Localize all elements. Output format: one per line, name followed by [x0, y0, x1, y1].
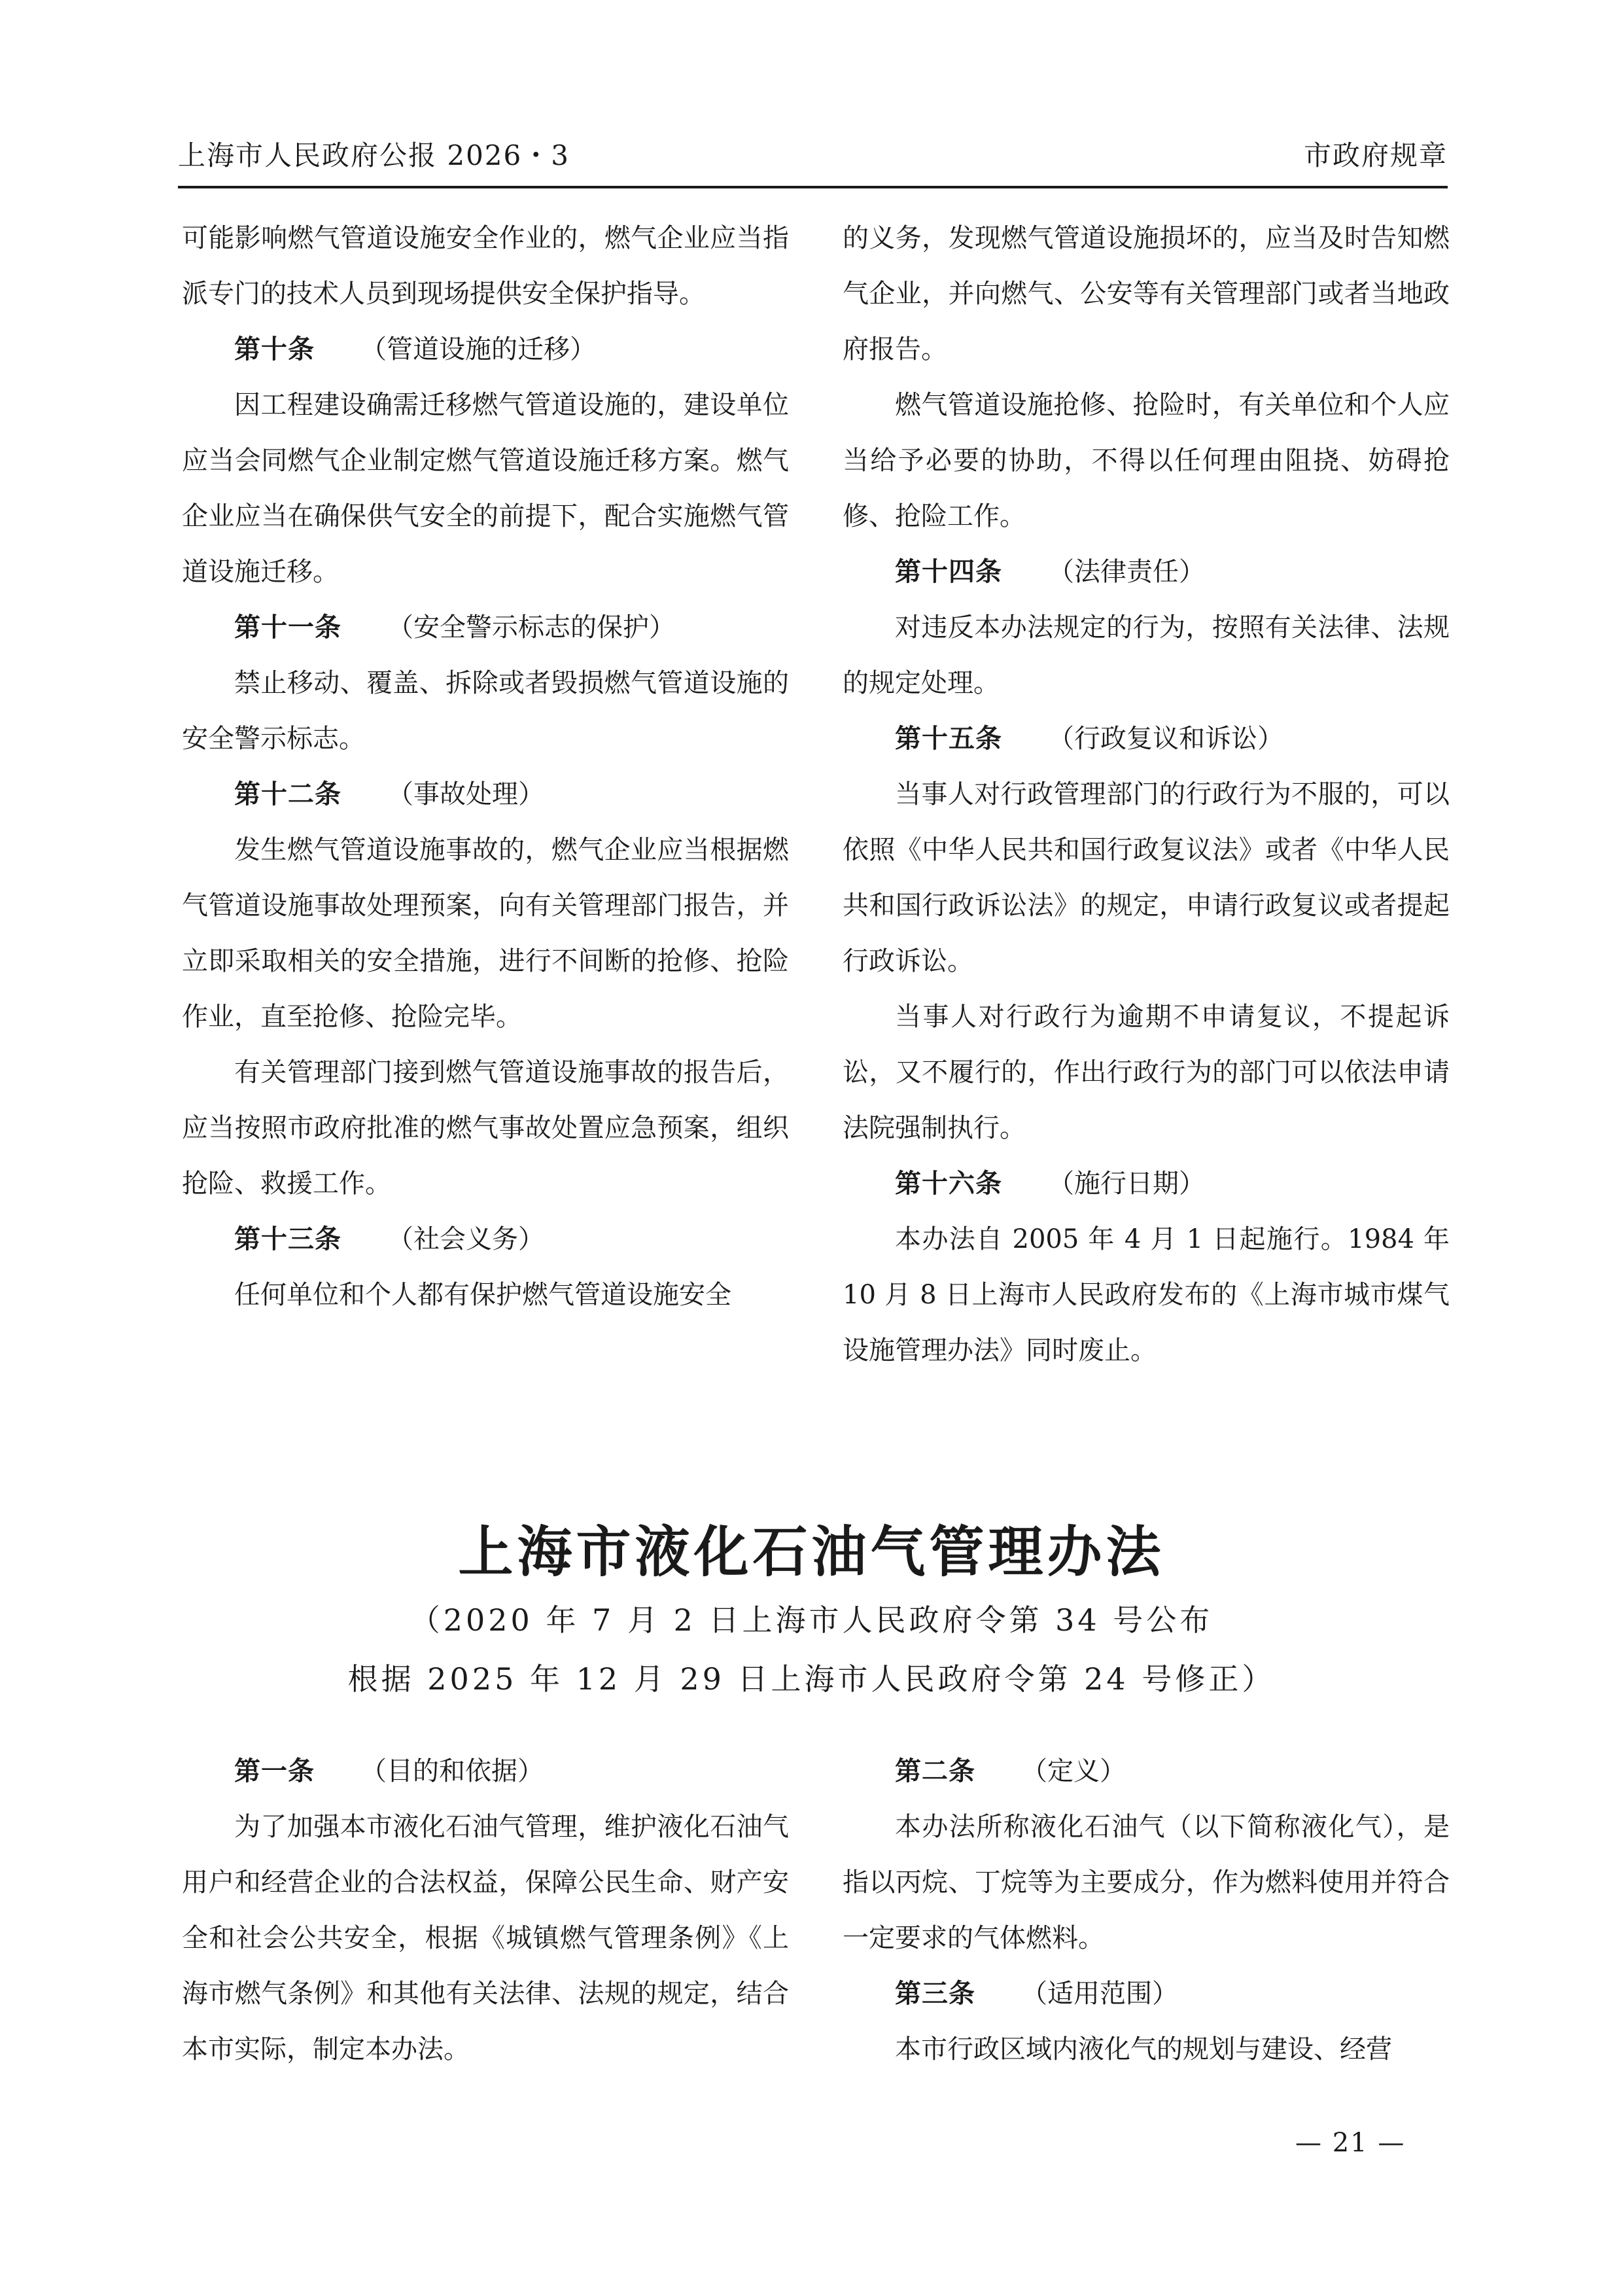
article-number: 第十三条	[234, 1224, 341, 1254]
article-heading	[843, 1744, 1450, 1799]
paragraph: 本市行政区域内液化气的规划与建设、经营	[895, 2034, 1392, 2064]
running-header	[178, 134, 1448, 186]
article-number: 第二条	[895, 1756, 975, 1786]
article-heading	[182, 322, 789, 378]
column-bottom-right	[843, 1744, 1450, 2077]
paragraph: 为了加强本市液化石油气管理，维护液化石油气用户和经营企业的合法权益，保障公民生命、财产安全和社会公共安全，根据《城镇燃气管理条例》《上海市燃气条例》和其他有关法律、法规的规定，结合本市实际，制定本办法。	[182, 1812, 789, 2064]
article-number: 第十条	[234, 334, 315, 364]
article-title: （法律责任）	[1048, 557, 1205, 587]
paragraph: 当事人对行政行为逾期不申请复议，不提起诉讼，又不履行的，作出行政行为的部门可以依法申请法院强制执行。	[843, 1002, 1450, 1143]
article-heading	[182, 1212, 789, 1267]
document-subtitle-line1: （2020 年 7 月 2 日上海市人民政府令第 34 号公布	[410, 1602, 1213, 1638]
paragraph: 本办法自 2005 年 4 月 1 日起施行。1984 年 10 月 8 日上海市人民政府发布的《上海市城市煤气设施管理办法》同时废止。	[843, 1224, 1450, 1366]
article-title: （目的和依据）	[360, 1756, 544, 1786]
article-number: 第一条	[234, 1756, 315, 1786]
page-number: — 21 —	[1295, 2128, 1406, 2158]
article-title: （行政复议和诉讼）	[1048, 724, 1283, 754]
article-title: （施行日期）	[1048, 1169, 1205, 1199]
article-number: 第十一条	[234, 612, 341, 643]
paragraph: 任何单位和个人都有保护燃气管道设施安全	[234, 1280, 731, 1310]
paragraph: 对违反本办法规定的行为，按照有关法律、法规的规定处理。	[843, 612, 1450, 698]
paragraph-continuation: 可能影响燃气管道设施安全作业的，燃气企业应当指派专门的技术人员到现场提供安全保护指导。	[182, 223, 789, 309]
article-heading	[182, 600, 789, 656]
paragraph: 当事人对行政管理部门的行政行为不服的，可以依照《中华人民共和国行政复议法》或者《中华人民共和国行政诉讼法》的规定，申请行政复议或者提起行政诉讼。	[843, 779, 1450, 976]
article-number: 第三条	[895, 1979, 975, 2009]
article-number: 第十六条	[895, 1169, 1002, 1199]
article-title: （定义）	[1021, 1756, 1126, 1786]
article-title: （管道设施的迁移）	[360, 334, 596, 364]
paragraph: 有关管理部门接到燃气管道设施事故的报告后，应当按照市政府批准的燃气事故处置应急预案，组织抢险、救援工作。	[182, 1057, 789, 1199]
column-top-left	[182, 211, 789, 1323]
header-publication: 上海市人民政府公报 2026・3	[178, 139, 570, 171]
article-heading	[843, 711, 1450, 767]
article-title: （安全警示标志的保护）	[387, 612, 675, 643]
paragraph: 禁止移动、覆盖、拆除或者毁损燃气管道设施的安全警示标志。	[182, 668, 789, 754]
article-heading	[182, 1744, 789, 1799]
article-heading	[843, 544, 1450, 600]
article-heading	[182, 767, 789, 822]
article-number: 第十四条	[895, 557, 1002, 587]
article-title: （社会义务）	[387, 1224, 544, 1254]
document-title: 上海市液化石油气管理办法	[458, 1519, 1165, 1584]
article-title: （适用范围）	[1021, 1979, 1178, 2009]
paragraph: 因工程建设确需迁移燃气管道设施的，建设单位应当会同燃气企业制定燃气管道设施迁移方案。燃气企业应当在确保供气安全的前提下，配合实施燃气管道设施迁移。	[182, 390, 789, 587]
column-bottom-left	[182, 1744, 789, 2077]
article-heading	[843, 1966, 1450, 2022]
document-subtitle-line2: 根据 2025 年 12 月 29 日上海市人民政府令第 24 号修正）	[347, 1661, 1276, 1697]
paragraph: 本办法所称液化石油气（以下简称液化气），是指以丙烷、丁烷等为主要成分，作为燃料使用并符合一定要求的气体燃料。	[843, 1812, 1450, 1953]
paragraph-continuation: 的义务，发现燃气管道设施损坏的，应当及时告知燃气企业，并向燃气、公安等有关管理部门或者当地政府报告。	[843, 223, 1450, 364]
header-rule	[178, 186, 1448, 188]
header-section: 市政府规章	[1303, 139, 1448, 171]
paragraph: 燃气管道设施抢修、抢险时，有关单位和个人应当给予必要的协助，不得以任何理由阻挠、妨碍抢修、抢险工作。	[843, 390, 1450, 531]
article-heading	[843, 1156, 1450, 1212]
article-title: （事故处理）	[387, 779, 544, 809]
article-number: 第十二条	[234, 779, 341, 809]
article-number: 第十五条	[895, 724, 1002, 754]
paragraph: 发生燃气管道设施事故的，燃气企业应当根据燃气管道设施事故处理预案，向有关管理部门报告，并立即采取相关的安全措施，进行不间断的抢修、抢险作业，直至抢修、抢险完毕。	[182, 835, 789, 1032]
column-top-right	[843, 211, 1450, 1379]
